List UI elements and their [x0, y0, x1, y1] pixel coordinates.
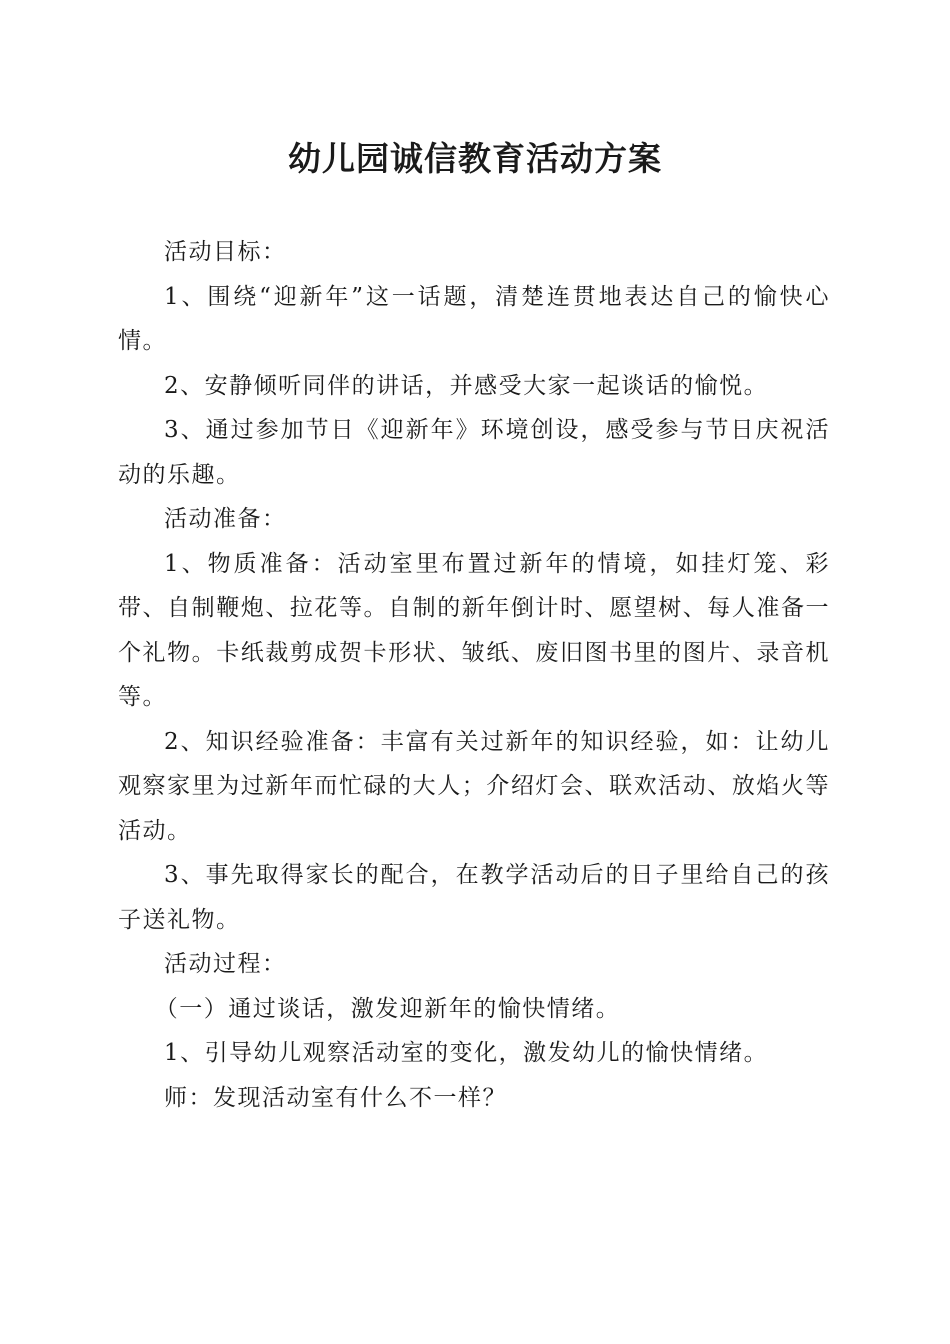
section-heading-goals: 活动目标： — [164, 239, 287, 265]
section-heading-process: 活动过程： — [164, 951, 287, 977]
document-title: 幼儿园诚信教育活动方案 — [288, 139, 662, 178]
process-subheading-1: （一）通过谈话，激发迎新年的愉快情绪。 — [154, 995, 621, 1022]
goal-item-3: 3、通过参加节日《迎新年》环境创设，感受参与节日庆祝活动的乐趣。 — [118, 417, 830, 488]
goal-item-1: 1、围绕“迎新年”这一话题，清楚连贯地表达自己的愉快心情。 — [118, 283, 830, 354]
document-body — [118, 230, 830, 1120]
preparation-item-3: 3、事先取得家长的配合，在教学活动后的日子里给自己的孩子送礼物。 — [118, 862, 830, 933]
preparation-item-1: 1、物质准备：活动室里布置过新年的情境，如挂灯笼、彩带、自制鞭炮、拉花等。自制的新年倒计时、愿望树、每人准备一个礼物。卡纸裁剪成贺卡形状、皱纸、废旧图书里的图片、录音机等。 — [118, 550, 830, 710]
preparation-item-2: 2、知识经验准备：丰富有关过新年的知识经验，如：让幼儿观察家里为过新年而忙碌的大人；介绍灯会、联欢活动、放焰火等活动。 — [118, 728, 830, 844]
section-heading-preparation: 活动准备： — [164, 506, 287, 532]
process-step-1: 1、引导幼儿观察活动室的变化，激发幼儿的愉快情绪。 — [164, 1040, 769, 1066]
teacher-question: 师：发现活动室有什么不一样？ — [164, 1084, 507, 1111]
goal-item-2: 2、安静倾听同伴的讲话，并感受大家一起谈话的愉悦。 — [164, 372, 769, 399]
